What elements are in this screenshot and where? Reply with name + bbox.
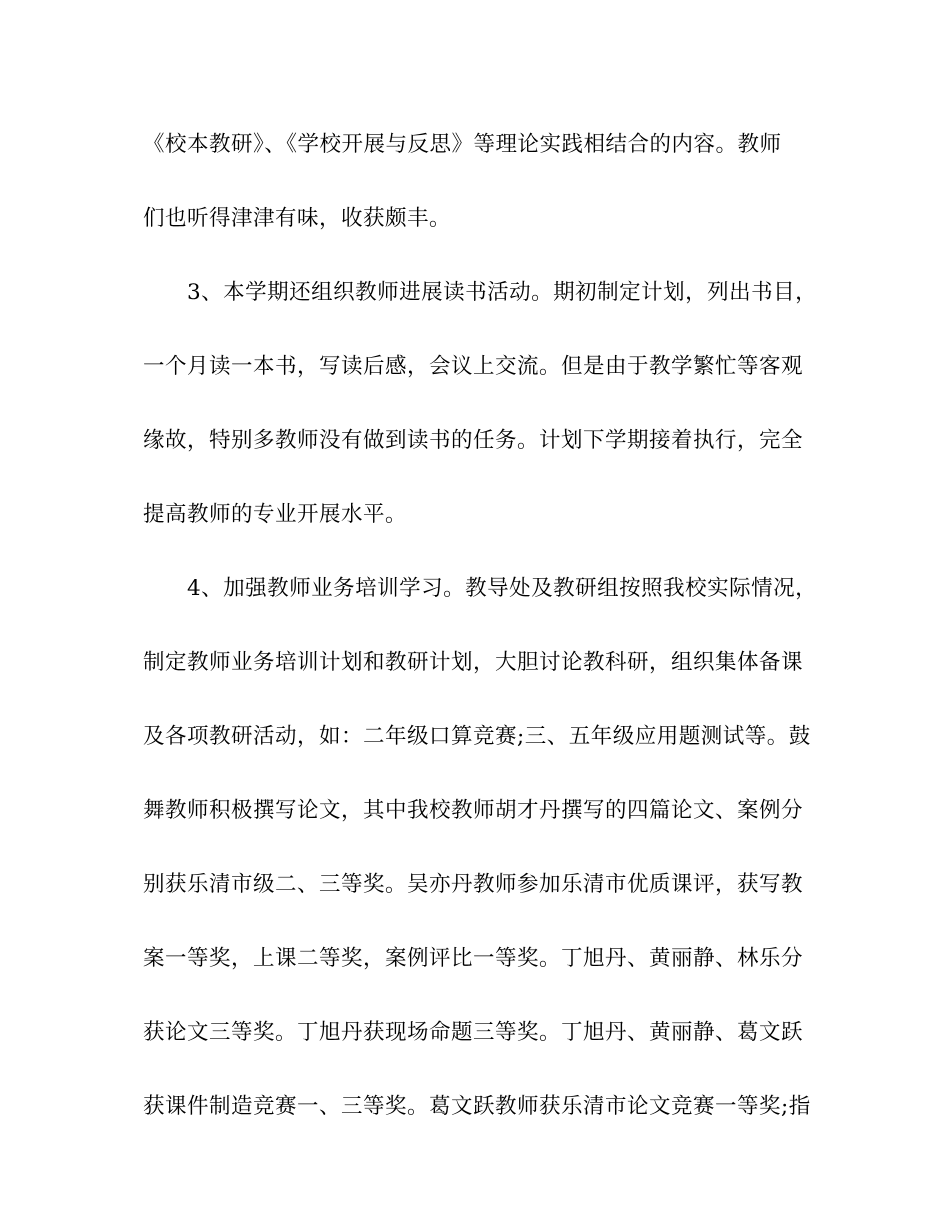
text-line: 提高教师的专业开展水平。 [143, 502, 408, 527]
text-line: 们也听得津津有味，收获颇丰。 [143, 206, 452, 231]
text-line: 一个月读一本书，写读后感，会议上交流。但是由于教学繁忙等客观 [143, 354, 804, 379]
text-line: 《校本教研》、《学校开展与反思》等理论实践相结合的内容。教师 [143, 132, 782, 157]
text-line: 案一等奖，上课二等奖，案例评比一等奖。丁旭丹、黄丽静、林乐分 [143, 946, 804, 971]
text-line: 获课件制造竞赛一、三等奖。葛文跃教师获乐清市论文竞赛一等奖;指 [143, 1094, 811, 1119]
text-line: 别获乐清市级二、三等奖。吴亦丹教师参加乐清市优质课评，获写教 [143, 872, 804, 897]
text-line: 及各项教研活动，如：二年级口算竞赛;三、五年级应用题测试等。鼓 [143, 724, 811, 749]
text-line: 舞教师积极撰写论文，其中我校教师胡才丹撰写的四篇论文、案例分 [143, 798, 804, 823]
text-line: 缘故，特别多教师没有做到读书的任务。计划下学期接着执行，完全 [143, 428, 804, 453]
text-line: 制定教师业务培训计划和教研计划，大胆讨论教科研，组织集体备课 [143, 650, 804, 675]
paragraph-4-start: 4、加强教师业务培训学习。教导处及教研组按照我校实际情况， [187, 576, 818, 601]
text-line: 获论文三等奖。丁旭丹获现场命题三等奖。丁旭丹、黄丽静、葛文跃 [143, 1020, 804, 1045]
paragraph-3-start: 3、本学期还组织教师进展读书活动。期初制定计划，列出书目， [187, 280, 818, 305]
